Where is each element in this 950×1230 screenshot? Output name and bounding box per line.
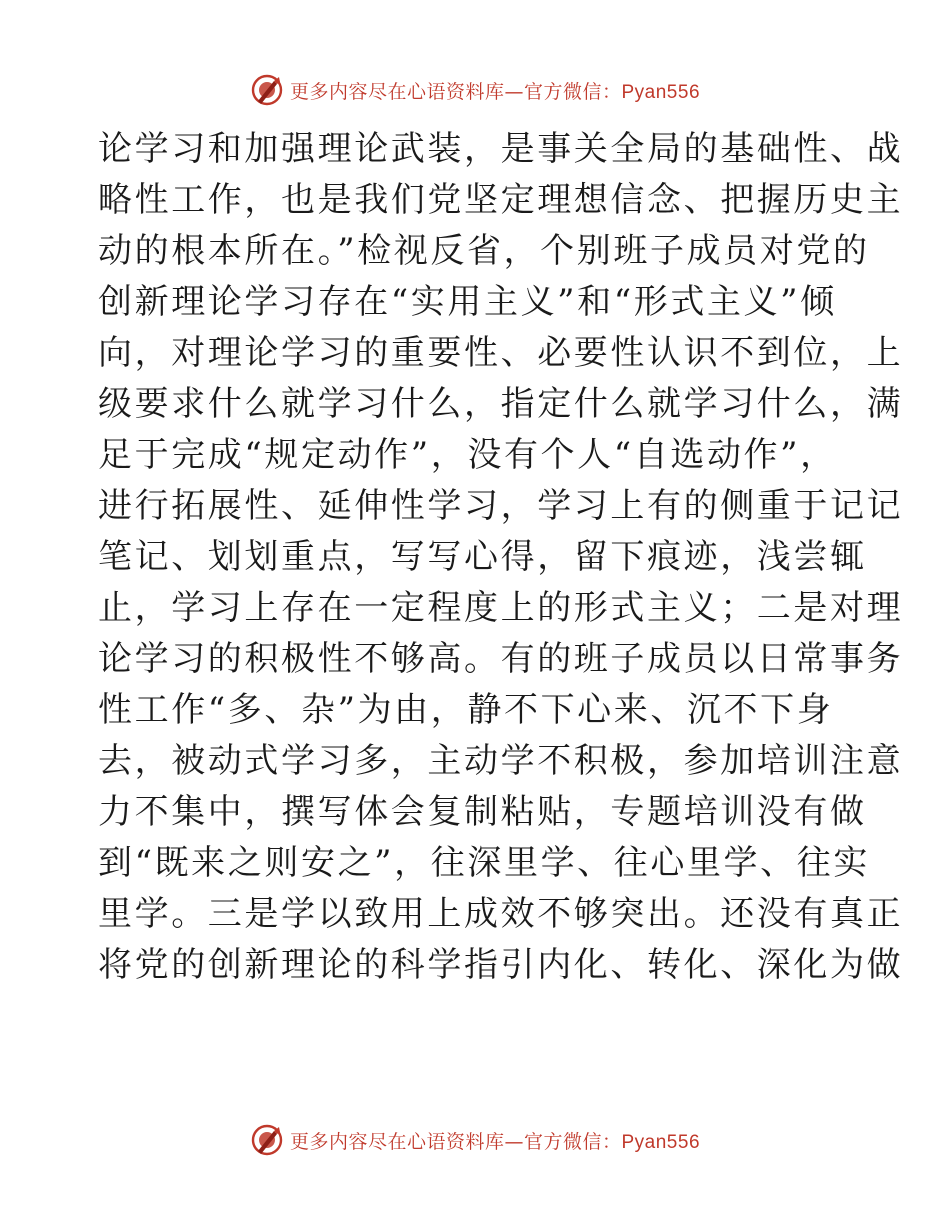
text-line: 足于完成“规定动作”，没有个人“自选动作”，	[98, 435, 837, 475]
text-line: 向，对理论学习的重要性、必要性认识不到位，上	[98, 333, 904, 373]
text-line: 力不集中，撰写体会复制粘贴，专题培训没有做	[98, 792, 867, 832]
watermark-wechat-id: Pyan556	[621, 1131, 701, 1153]
text-line: 笔记、划划重点，写写心得，留下痕迹，浅尝辄	[98, 537, 867, 577]
text-line: 性工作“多、杂”为由，静不下心来、沉不下身	[98, 690, 834, 730]
document-body	[98, 124, 904, 991]
watermark-text	[290, 77, 700, 104]
text-line: 级要求什么就学习什么，指定什么就学习什么，满	[98, 384, 904, 424]
text-line: 到“既来之则安之”，往深里学、往心里学、往实	[98, 843, 870, 883]
text-line: 论学习和加强理论武装，是事关全局的基础性、战	[98, 129, 904, 169]
text-line: 将党的创新理论的科学指引内化、转化、深化为做	[98, 945, 904, 985]
text-line: 止，学习上存在一定程度上的形式主义；二是对理	[98, 588, 904, 628]
watermark-label: 更多内容尽在心语资料库—官方微信：	[289, 80, 622, 103]
text-line: 动的根本所在。”检视反省，个别班子成员对党的	[98, 231, 870, 271]
text-line: 去，被动式学习多，主动学不积极，参加培训注意	[98, 741, 904, 781]
text-line: 创新理论学习存在“实用主义”和“形式主义”倾	[98, 282, 837, 322]
text-line: 论学习的积极性不够高。有的班子成员以日常事务	[98, 639, 904, 679]
watermark-text	[290, 1127, 700, 1154]
pen-logo-icon	[250, 73, 284, 107]
text-line: 里学。三是学以致用上成效不够突出。还没有真正	[98, 894, 904, 934]
footer-watermark	[0, 1120, 950, 1160]
watermark-wechat-id: Pyan556	[621, 81, 701, 103]
text-line: 略性工作，也是我们党坚定理想信念、把握历史主	[98, 180, 904, 220]
header-watermark	[0, 70, 950, 110]
watermark-label: 更多内容尽在心语资料库—官方微信：	[289, 1130, 622, 1153]
text-line: 进行拓展性、延伸性学习，学习上有的侧重于记记	[98, 486, 904, 526]
pen-logo-icon	[250, 1123, 284, 1157]
